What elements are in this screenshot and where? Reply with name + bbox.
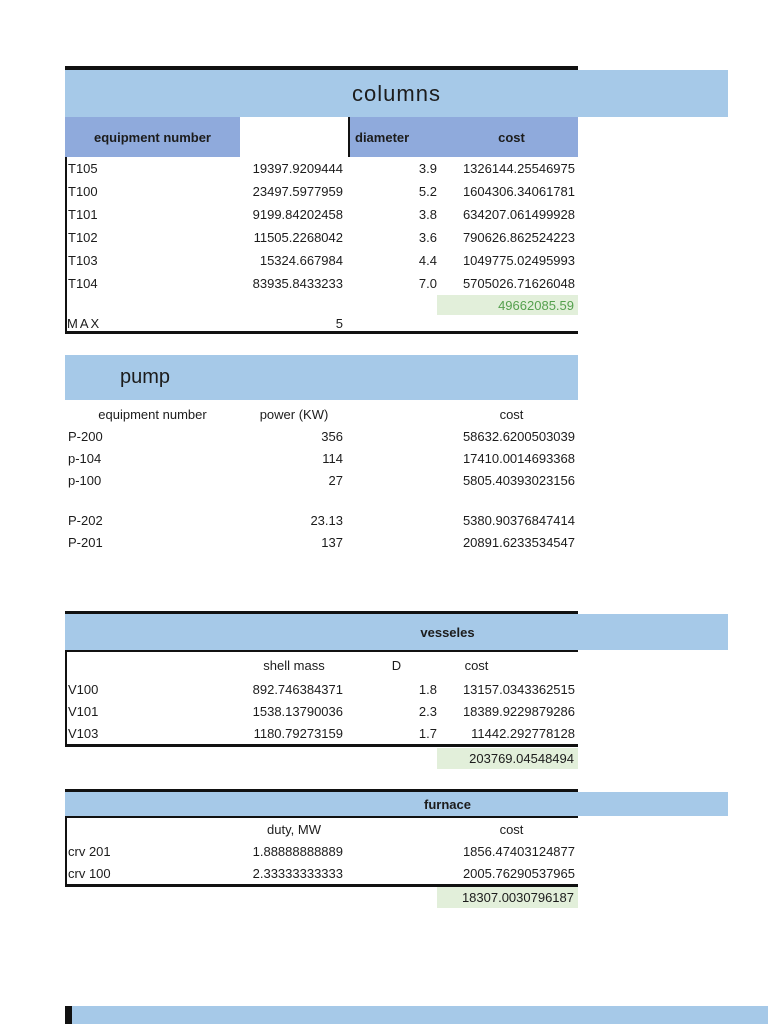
furnace-table-title: furnace (424, 796, 471, 812)
mass-value: 9199.84202458 (252, 207, 343, 222)
equipment-id: crv 100 (68, 865, 111, 881)
vessels-table-body (65, 678, 578, 744)
cost-value: 5805.40393023156 (462, 472, 575, 488)
equipment-id: T101 (68, 207, 98, 222)
vessels-table-header-row (65, 652, 578, 678)
mass-value: 23497.5977959 (252, 184, 343, 199)
shell-mass-value: 1180.79273159 (253, 725, 343, 741)
table-row (65, 226, 578, 249)
cost-value: 11442.292778128 (471, 725, 575, 741)
cost-value: 1049775.02495993 (462, 253, 575, 268)
equipment-id: p-104 (68, 450, 102, 466)
columns-max-row (65, 314, 348, 332)
power-value: 27 (328, 472, 343, 488)
cost-value: 13157.0343362515 (462, 681, 575, 697)
power-value: 356 (321, 428, 343, 444)
vessels-header-shell-mass: shell mass (263, 657, 325, 673)
cost-value: 20891.6233534547 (462, 534, 575, 550)
pump-table-title: pump (120, 366, 171, 388)
equipment-id: P-202 (68, 512, 103, 528)
columns-table-body (65, 157, 578, 295)
columns-header-diameter: diameter (348, 117, 445, 157)
furnace-header-blank (65, 818, 240, 840)
columns-table-header-row (65, 117, 578, 157)
furnace-header-cost: cost (499, 821, 524, 837)
equipment-id: V100 (68, 681, 99, 697)
table-row (65, 678, 578, 700)
d-value: 1.8 (418, 681, 437, 697)
cost-value: 5380.90376847414 (462, 512, 575, 528)
shell-mass-value: 1538.13790036 (252, 703, 343, 719)
equipment-id: P-201 (68, 534, 103, 550)
partial-table-left-border (65, 1006, 72, 1024)
diameter-value: 3.6 (418, 230, 437, 245)
equipment-id: T100 (68, 184, 98, 199)
table-row (65, 509, 578, 531)
diameter-value: 5.2 (418, 184, 437, 199)
vessels-header-blank (65, 652, 240, 678)
cost-value: 2005.76290537965 (462, 865, 575, 881)
mass-value: 15324.667984 (259, 253, 343, 268)
table-row (65, 180, 578, 203)
table-row (65, 203, 578, 226)
diameter-value: 3.8 (418, 207, 437, 222)
equipment-id: V103 (68, 725, 99, 741)
vessels-header-cost: cost (464, 657, 489, 673)
equipment-id: V101 (68, 703, 99, 719)
columns-total-cost: 49662085.59 (437, 295, 578, 315)
pump-header-power: power (KW) (259, 406, 329, 422)
mass-value: 11505.2268042 (253, 230, 343, 245)
columns-table-banner (65, 70, 728, 117)
duty-value: 1.88888888889 (252, 843, 343, 859)
columns-header-equipment: equipment number (65, 117, 240, 157)
pump-header-equipment: equipment number (98, 406, 207, 422)
table-row (65, 700, 578, 722)
furnace-table-header-row (65, 818, 578, 840)
table-row (65, 249, 578, 272)
vessels-table-bottom-border (65, 744, 578, 747)
furnace-header-gap (348, 818, 445, 840)
max-label: MAX (67, 315, 102, 331)
power-value: 23.13 (310, 512, 343, 528)
furnace-total-cost: 18307.0030796187 (437, 887, 578, 908)
d-value: 1.7 (418, 725, 437, 741)
pump-header-cost: cost (499, 406, 524, 422)
power-value: 137 (321, 534, 343, 550)
vessels-total-cost: 203769.04548494 (437, 748, 578, 769)
table-row (65, 531, 578, 553)
table-row (65, 469, 578, 491)
table-row (65, 157, 578, 180)
equipment-id: crv 201 (68, 843, 111, 859)
equipment-id: T104 (68, 276, 98, 291)
equipment-id: T103 (68, 253, 98, 268)
cost-value: 1326144.25546975 (462, 161, 575, 176)
vessels-table-title: vesseles (420, 624, 475, 640)
equipment-id: T105 (68, 161, 98, 176)
cost-value: 1856.47403124877 (462, 843, 575, 859)
furnace-table-body (65, 840, 578, 884)
blank-row (65, 491, 578, 509)
columns-header-cost: cost (445, 117, 578, 157)
table-row (65, 862, 578, 884)
vessels-header-d: D (391, 657, 402, 673)
table-row (65, 447, 578, 469)
furnace-header-duty: duty, MW (267, 821, 321, 837)
cost-value: 17410.0014693368 (462, 450, 575, 466)
diameter-value: 3.9 (418, 161, 437, 176)
diameter-value: 7.0 (418, 276, 437, 291)
columns-table-bottom-border (65, 331, 578, 334)
power-value: 114 (322, 450, 343, 466)
table-row (65, 722, 578, 744)
pump-table-banner (65, 355, 578, 400)
partial-table-banner (65, 1006, 768, 1024)
furnace-table-banner (65, 792, 728, 816)
table-row (65, 840, 578, 862)
table-row (65, 272, 578, 295)
mass-value: 83935.8433233 (252, 276, 343, 291)
cost-value: 1604306.34061781 (462, 184, 575, 199)
duty-value: 2.33333333333 (252, 865, 343, 881)
vessels-table-banner (65, 614, 728, 650)
table-row (65, 425, 578, 447)
columns-table-title: columns (352, 80, 441, 106)
pump-header-gap (348, 403, 445, 425)
columns-header-blank (240, 117, 348, 157)
mass-value: 19397.9209444 (252, 161, 343, 176)
pump-table-header-row (65, 403, 578, 425)
diameter-value: 4.4 (418, 253, 437, 268)
d-value: 2.3 (418, 703, 437, 719)
cost-value: 790626.862524223 (462, 230, 575, 245)
equipment-id: T102 (68, 230, 98, 245)
cost-value: 58632.6200503039 (462, 428, 575, 444)
max-value: 5 (335, 315, 343, 331)
cost-value: 634207.061499928 (462, 207, 575, 222)
equipment-id: p-100 (68, 472, 102, 488)
cost-value: 5705026.71626048 (462, 276, 575, 291)
equipment-id: P-200 (68, 428, 103, 444)
cost-value: 18389.9229879286 (462, 703, 575, 719)
pump-table-body (65, 425, 578, 553)
shell-mass-value: 892.746384371 (252, 681, 343, 697)
